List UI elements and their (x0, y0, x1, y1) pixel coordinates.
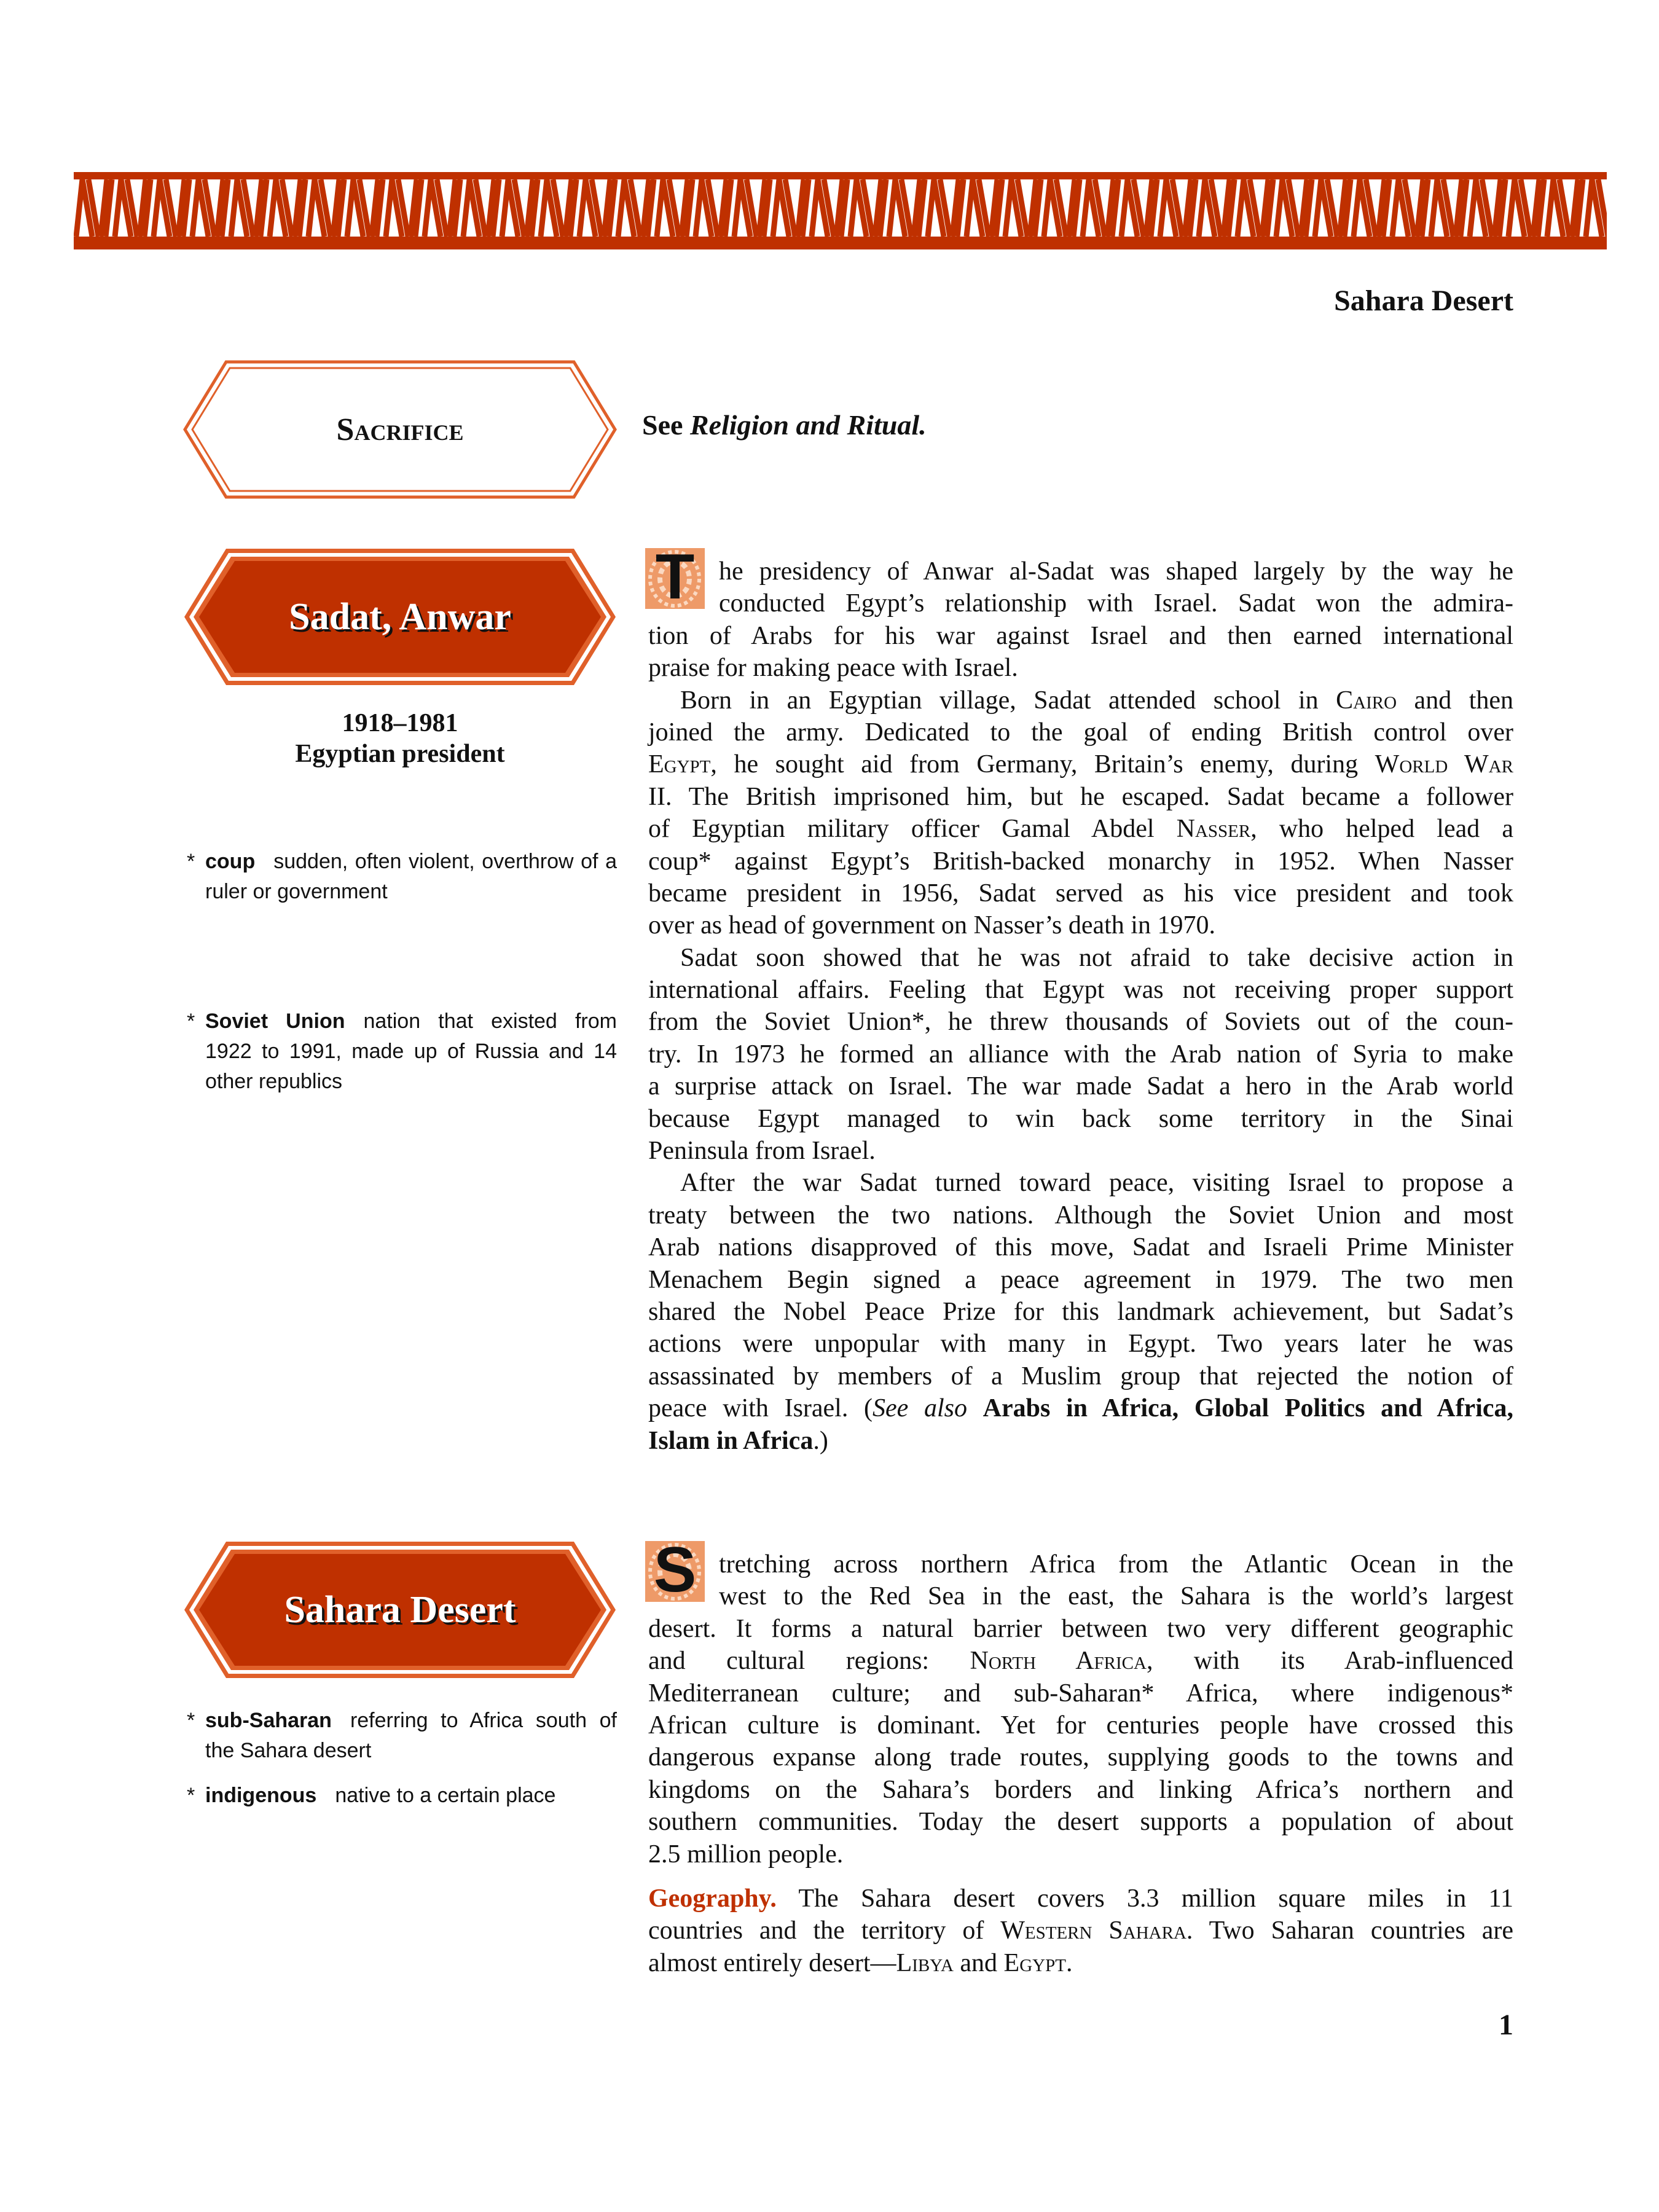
text-line (648, 781, 1513, 813)
band-zigzag (579, 179, 615, 237)
cross-reference (642, 409, 927, 441)
band-zigzag (1354, 179, 1389, 237)
cross-reference-smallcaps[interactable]: World War (1375, 750, 1513, 779)
text-line (648, 813, 1513, 845)
text-run: he presidency of Anwar al-Sadat was shaped largely by the way he (719, 557, 1513, 586)
band-zigzag (541, 179, 576, 237)
text-run: praise for making peace with Israel. (648, 654, 1018, 683)
text-run: After the war Sadat turned toward peace, visiting Israel to propose a (680, 1169, 1513, 1198)
text-run: , who helped lead a (1250, 815, 1513, 844)
text-run: Arab nations disapproved of this move, Sadat and Israeli Prime Minister (648, 1233, 1513, 1262)
text-line (648, 1070, 1513, 1102)
entry-title: Sahara Desert (284, 1588, 516, 1631)
band-zigzag (1547, 179, 1583, 237)
text-line (648, 716, 1513, 748)
text-line (648, 1806, 1513, 1838)
paragraph (648, 684, 1513, 942)
glossary-term: coup (205, 850, 256, 873)
text-line (648, 1774, 1513, 1806)
text-run: .) (813, 1426, 828, 1455)
glossary-definition: referring to Africa south of the Sahara desert (205, 1709, 617, 1762)
band-zigzag (192, 179, 228, 237)
text-line (648, 1264, 1513, 1296)
text-line (648, 1199, 1513, 1231)
cross-reference-smallcaps[interactable]: Cairo (1336, 686, 1397, 715)
text-line (648, 974, 1513, 1006)
band-zigzag (1315, 179, 1351, 237)
glossary-term: sub-Saharan (205, 1709, 332, 1732)
band-zigzag (425, 179, 460, 237)
text-run: countries and the territory of (648, 1916, 1001, 1945)
text-line (648, 620, 1513, 652)
text-line (648, 555, 1513, 587)
text-run: and cultural regions: (648, 1647, 970, 1676)
paragraph (648, 1883, 1513, 1979)
text-line (648, 1741, 1513, 1773)
entry-title: Sadat, Anwar (289, 595, 511, 638)
text-run: over as head of government on Nasser’s death in 1970. (648, 911, 1215, 940)
text-run: treaty between the two nations. Although the Soviet Union and most (648, 1201, 1513, 1230)
band-zigzag (1431, 179, 1467, 237)
text-line (648, 1006, 1513, 1038)
text-run: desert. It forms a natural barrier between two very different geographic (648, 1614, 1513, 1643)
band-zigzag (76, 179, 112, 237)
text-run: tion of Arabs for his war against Israel and then earned international (648, 621, 1513, 650)
text-run: dangerous expanse along trade routes, supplying goods to the towns and (648, 1743, 1513, 1772)
band-zigzag (850, 179, 886, 237)
cross-reference-smallcaps[interactable]: Nasser (1176, 815, 1251, 844)
text-run: 2.5 million people. (648, 1840, 844, 1869)
paragraph (648, 1167, 1513, 1457)
decorative-border-band (74, 172, 1607, 249)
band-zigzag (773, 179, 809, 237)
text-run: kingdoms on the Sahara’s borders and linking Africa’s northern and (648, 1775, 1513, 1804)
asterisk: * (187, 1784, 195, 1807)
asterisk: * (187, 850, 195, 873)
cross-reference-smallcaps[interactable]: Egypt (1003, 1948, 1066, 1977)
band-zigzag (463, 179, 499, 237)
band-zigzag (154, 179, 189, 237)
cross-reference-smallcaps[interactable]: North Africa (970, 1647, 1147, 1676)
text-line (648, 1296, 1513, 1328)
section-heading: Geography. (648, 1884, 777, 1913)
text-run: assassinated by members of a Muslim group that rejected the notion of (648, 1362, 1513, 1390)
band-zigzag (967, 179, 1002, 237)
glossary-definition: sudden, often violent, overthrow of a ruler or government (205, 850, 617, 903)
band-zigzag (270, 179, 305, 237)
text-run: Peninsula from Israel. (648, 1137, 876, 1166)
text-run: because Egypt managed to win back some territory in the Sinai (648, 1104, 1513, 1133)
text-run: southern communities. Today the desert supports a population of about (648, 1808, 1513, 1837)
text-line (648, 1613, 1513, 1645)
glossary-definition: native to a certain place (335, 1784, 556, 1807)
text-run: Menachem Begin signed a peace agreement in 1979. The two men (648, 1265, 1513, 1294)
band-zigzag (889, 179, 925, 237)
cross-reference-smallcaps[interactable]: Western Sahara (1000, 1916, 1186, 1945)
band-top-bar (74, 172, 1607, 179)
entry-title: Sacrifice (336, 412, 464, 447)
text-run: and then (1397, 686, 1513, 715)
text-run: Mediterranean culture; and sub-Saharan* Africa, where indigenous* (648, 1679, 1513, 1708)
band-zigzag (231, 179, 267, 237)
text-run: almost entirely desert— (648, 1948, 896, 1977)
text-line (648, 1231, 1513, 1263)
text-line (648, 877, 1513, 909)
text-line (648, 1883, 1513, 1915)
text-line (648, 1915, 1513, 1947)
text-run: Born in an Egyptian village, Sadat attended school in (680, 686, 1336, 715)
band-zigzag (1121, 179, 1157, 237)
band-zigzag (386, 179, 422, 237)
band-zigzag (1005, 179, 1041, 237)
text-run: II. The British imprisoned him, but he escaped. Sadat became a follower (648, 782, 1513, 811)
text-line (648, 1548, 1513, 1580)
text-line (648, 1328, 1513, 1360)
article-sahara (648, 1541, 1513, 1979)
text-run: coup* against Egypt’s British-backed monarchy in 1952. When Nasser (648, 847, 1513, 876)
band-zigzag (657, 179, 692, 237)
text-run: conducted Egypt’s relationship with Israel. Sadat won the admira- (719, 589, 1513, 618)
text-line (648, 587, 1513, 619)
cross-reference-link[interactable]: Arabs in Africa, Global Politics and Africa, (982, 1394, 1514, 1423)
text-line (648, 1645, 1513, 1677)
glossary-term: Soviet Union (205, 1010, 345, 1033)
drop-cap (645, 548, 705, 609)
text-run: actions were unpopular with many in Egypt. Two years later he was (648, 1330, 1513, 1359)
band-zigzag (1508, 179, 1544, 237)
cross-reference-smallcaps[interactable]: Libya (896, 1948, 954, 1977)
text-run: The Sahara desert covers 3.3 million square miles in 11 (776, 1884, 1513, 1913)
role: Egyptian president (295, 740, 505, 768)
text-line (648, 652, 1513, 684)
text-line (648, 1425, 1513, 1457)
paragraph (648, 1541, 1513, 1870)
paragraph (648, 548, 1513, 684)
band-zigzag (1237, 179, 1273, 237)
text-run: of Egyptian military officer Gamal Abdel (648, 815, 1177, 844)
band-zigzag (618, 179, 654, 237)
band-zigzag (308, 179, 344, 237)
text-line (648, 1838, 1513, 1870)
text-line (648, 748, 1513, 780)
text-run: west to the Red Sea in the east, the Sahara is the world’s largest (719, 1582, 1513, 1611)
text-line (648, 909, 1513, 941)
text-line (648, 1677, 1513, 1709)
glossary-term: indigenous (205, 1784, 317, 1807)
text-line (648, 845, 1513, 877)
band-zigzag (1586, 179, 1607, 237)
glossary-note (187, 1706, 617, 1766)
text-run: , with its Arab-influenced (1146, 1647, 1513, 1676)
text-run: tretching across northern Africa from the Atlantic Ocean in the (719, 1550, 1513, 1579)
text-line (648, 942, 1513, 974)
band-zigzag (1044, 179, 1080, 237)
text-run: African culture is dominant. Yet for centuries people have crossed this (648, 1711, 1513, 1739)
band-zigzag (115, 179, 151, 237)
paragraph (648, 942, 1513, 1167)
text-line (648, 684, 1513, 716)
text-run: . Two Saharan countries are (1186, 1916, 1513, 1945)
text-run: joined the army. Dedicated to the goal of ending British control over (648, 718, 1513, 747)
text-run: became president in 1956, Sadat served as his vice president and took (648, 879, 1513, 908)
band-zigzag (1199, 179, 1234, 237)
text-line (648, 1360, 1513, 1392)
glossary-note (187, 847, 617, 907)
text-line (648, 1103, 1513, 1135)
entry-heading-sacrifice (183, 360, 617, 499)
band-zigzag (1083, 179, 1118, 237)
band-zigzag (502, 179, 538, 237)
drop-cap-letter: S (653, 1541, 697, 1602)
article-sadat (648, 548, 1514, 1457)
cross-reference-link[interactable]: Religion and Ritual. (689, 409, 927, 441)
page-number: 1 (1499, 2009, 1513, 2041)
glossary-note (187, 1006, 617, 1097)
text-line (648, 1947, 1513, 1979)
drop-cap (645, 1541, 705, 1602)
text-run: a surprise attack on Israel. The war made Sadat a hero in the Arab world (648, 1072, 1513, 1101)
band-zigzag (347, 179, 383, 237)
entry-subtitle (183, 708, 617, 769)
entry-heading-sadat (183, 547, 617, 686)
text-run: . (1065, 1948, 1073, 1977)
entry-heading-sahara (183, 1540, 617, 1679)
text-run: , he sought aid from Germany, Britain’s enemy, during (710, 750, 1375, 779)
drop-cap-letter: T (655, 548, 695, 609)
cross-reference-smallcaps[interactable]: Egypt (648, 750, 711, 779)
text-run: and (953, 1948, 1004, 1977)
text-line (648, 1392, 1513, 1424)
text-run: try. In 1973 he formed an alliance with the Arab nation of Syria to make (648, 1040, 1513, 1069)
band-zigzag (734, 179, 770, 237)
text-run: peace with Israel. ( (648, 1394, 873, 1423)
running-head: Sahara Desert (1334, 284, 1513, 317)
text-run-italic: See also (873, 1394, 983, 1423)
glossary-definition: nation that existed from 1922 to 1991, made up of Russia and 14 other republics (205, 1010, 617, 1093)
asterisk: * (187, 1010, 195, 1033)
text-line (648, 1135, 1513, 1167)
text-line (648, 1709, 1513, 1741)
text-line (648, 1167, 1513, 1199)
text-run: from the Soviet Union*, he threw thousands of Soviets out of the coun- (648, 1008, 1513, 1037)
band-zigzag (928, 179, 963, 237)
glossary-note (187, 1781, 617, 1811)
asterisk: * (187, 1709, 195, 1732)
band-bottom-bar (74, 237, 1607, 249)
band-zigzag (1160, 179, 1196, 237)
band-zigzag (1392, 179, 1428, 237)
band-zigzag (812, 179, 847, 237)
band-zigzag (1276, 179, 1312, 237)
band-zigzag (1470, 179, 1505, 237)
text-line (648, 1580, 1513, 1612)
text-run: Sadat soon showed that he was not afraid to take decisive action in (680, 943, 1513, 972)
text-run: international affairs. Feeling that Egypt was not receiving proper support (648, 976, 1513, 1005)
text-run: shared the Nobel Peace Prize for this landmark achievement, but Sadat’s (648, 1297, 1513, 1326)
text-line (648, 1038, 1513, 1070)
life-dates: 1918–1981 (342, 709, 458, 737)
cross-reference-link[interactable]: Islam in Africa (648, 1426, 814, 1455)
band-zigzag (696, 179, 731, 237)
see-prefix: See (642, 409, 690, 441)
